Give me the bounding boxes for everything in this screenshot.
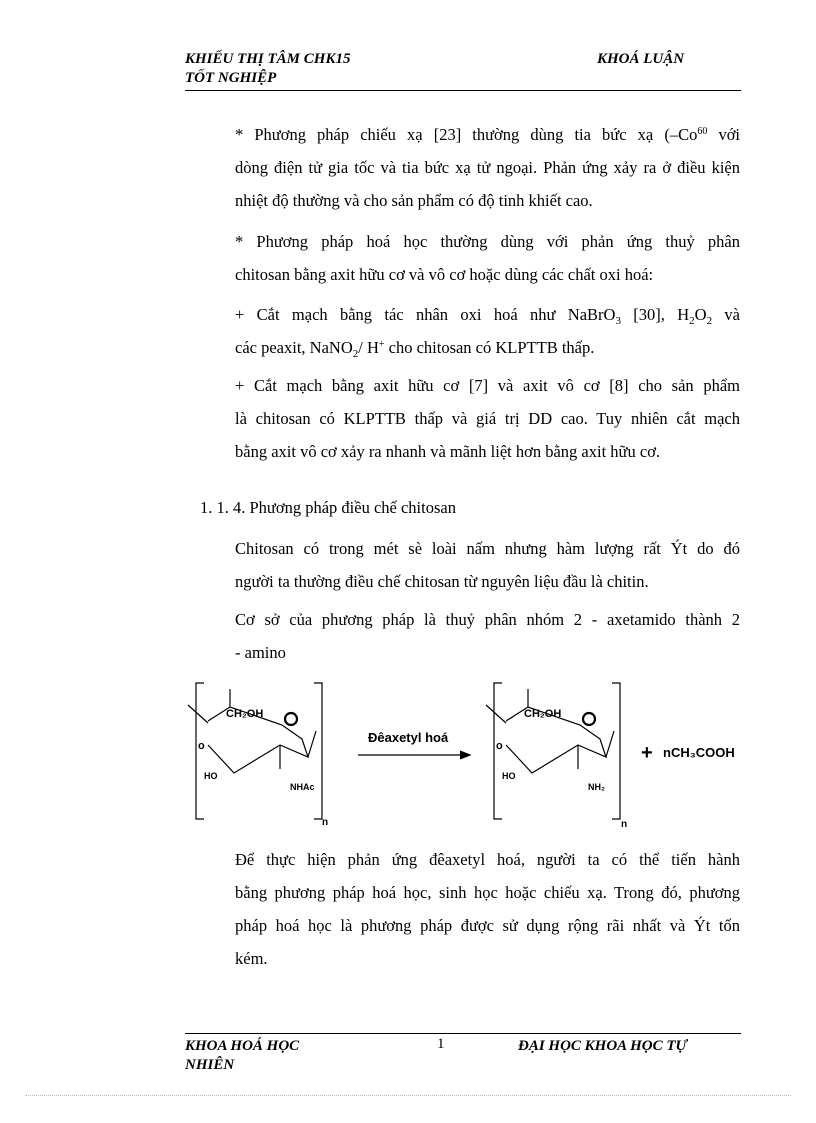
header-right: KHOÁ LUẬN — [597, 51, 685, 67]
footer-left-line1: KHOA HOÁ HỌC — [185, 1038, 300, 1054]
plus-sign: + — [641, 742, 653, 764]
header-left-line1: KHIẾU THỊ TÂM CHK15 — [185, 51, 351, 67]
header-rule — [185, 90, 741, 91]
right-ring-oxygen — [583, 713, 595, 725]
left-ring-oxygen — [285, 713, 297, 725]
left-ho-label: HO — [204, 771, 218, 781]
paragraph-method-basis: Cơ sở của phương pháp là thuỷ phân nhóm 2 - axetamido thành 2 - amino — [235, 610, 740, 662]
left-close-bracket — [314, 683, 322, 819]
paragraph-deacetylation-methods: Để thực hiện phản ứng đêaxetyl hoá, người ta có thể tiến hành bằng phương pháp hoá học, sinh học hoặc chiếu xạ. Trong đó, phương pháp hoá học là phương pháp được sử dụng rộng rãi nhất và Ýt tốn kém. — [235, 850, 740, 968]
deacetylation-reaction-scheme — [180, 675, 780, 835]
left-ch2oh-label: CH₂OH — [226, 708, 264, 720]
left-nhac-label: NHAc — [290, 782, 315, 792]
left-o-label: o — [198, 740, 205, 752]
left-n-label: n — [322, 817, 329, 828]
section-heading: 1. 1. 4. Phương pháp điều chế chitosan — [200, 498, 456, 517]
right-o-label: o — [496, 740, 503, 752]
right-ho-label: HO — [502, 771, 516, 781]
right-n-label: n — [621, 819, 628, 830]
header-left-line2: TỐT NGHIỆP — [185, 70, 277, 86]
page-edge-dotted-line — [25, 1095, 791, 1096]
arrow-label: Đêaxetyl hoá — [368, 730, 449, 745]
right-nh2-label: NH₂ — [588, 782, 605, 792]
right-close-bracket — [612, 683, 620, 819]
paragraph-chitosan-source: Chitosan có trong mét sè loài nấm nhưng hàm lượng rất Ýt do đó người ta thường điều chế chitosan từ nguyên liệu đầu là chitin. — [235, 539, 740, 591]
paragraph-acid-cleavage: + Cắt mạch bằng axit hữu cơ [7] và axit vô cơ [8] cho sản phẩm là chitosan có KLPTTB thấp và giá trị DD cao. Tuy nhiên cắt mạch bằng axit vô cơ xảy ra nhanh và mãnh liệt hơn bằng axit hữu cơ. — [235, 376, 740, 461]
footer-rule — [185, 1033, 741, 1034]
footer-left-line2: NHIÊN — [185, 1057, 235, 1073]
footer-right: ĐẠI HỌC KHOA HỌC TỰ — [518, 1038, 688, 1054]
paragraph-chemical-method: * Phương pháp hoá học thường dùng với phản ứng thuỷ phân chitosan bằng axit hữu cơ và vô cơ hoặc dùng các chất oxi hoá: — [235, 232, 740, 284]
byproduct-label: nCH₃COOH — [663, 745, 735, 760]
paragraph-oxidant-cleavage: + Cắt mạch bằng tác nhân oxi hoá như NaBrO$_3$ [30], $H_2O_2$ và các peaxit, NaNO$_2$/ H+ cho chitosan có KLPTTB thấp. — [235, 305, 740, 360]
paragraph-irradiation: * Phương pháp chiếu xạ [23] thường dùng tia bức xạ (–Co$^{60}$ với dòng điện tử gia tốc và tia bức xạ tử ngoại. Phản ứng xảy ra ở điều kiện nhiệt độ thường và cho sản phẩm có độ tinh khiết cao. — [235, 125, 740, 210]
right-ch2oh-label: CH₂OH — [524, 708, 562, 720]
page-number: 1 — [437, 1036, 445, 1052]
